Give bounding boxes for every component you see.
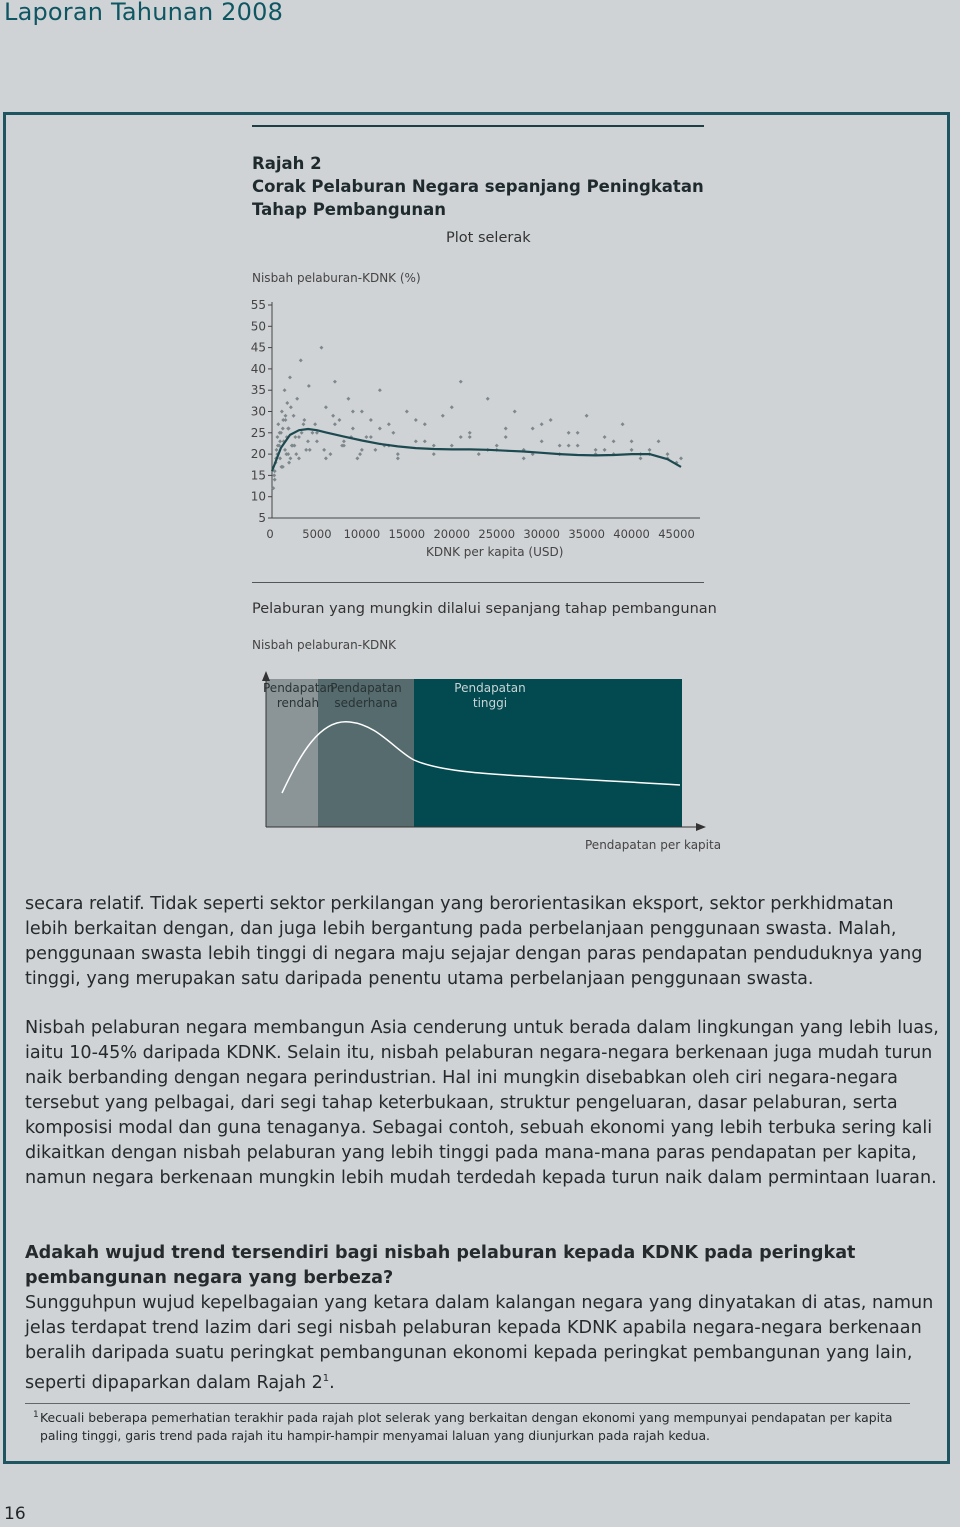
zone-label-middle-line2: sederhana	[334, 696, 398, 710]
figure-number: Rajah 2	[252, 154, 322, 173]
scatter-y-tick-label: 10	[250, 489, 266, 504]
scatter-x-tick-label: 45000	[658, 527, 695, 541]
zone-label-middle-income	[330, 681, 402, 711]
body-paragraph-3-end: .	[329, 1372, 335, 1393]
zone-label-high-line1: Pendapatan	[454, 681, 526, 695]
diagram-y-axis-label: Nisbah pelaburan-KDNK	[252, 638, 397, 652]
scatter-x-tick-label: 35000	[568, 527, 605, 541]
diagram-y-arrow	[262, 671, 270, 681]
body-section	[25, 1241, 940, 1396]
scatter-y-tick-label: 5	[258, 511, 266, 525]
scatter-x-tick-label: 40000	[613, 527, 650, 541]
scatter-y-tick-label: 30	[250, 404, 266, 419]
zone-label-high-line2: tinggi	[472, 696, 508, 710]
diagram-x-axis-label: Pendapatan per kapita	[585, 838, 722, 852]
scatter-x-tick-label: 30000	[523, 527, 560, 541]
scatter-x-tick-label: 5000	[302, 527, 332, 541]
footnote	[25, 1409, 925, 1445]
zone-label-high-income	[452, 681, 528, 711]
scatter-y-tick-label: 55	[250, 298, 266, 312]
footnote-mark: 1	[33, 1410, 39, 1420]
footnote-text: Kecuali beberapa pemerhatian terakhir pada rajah plot selerak yang berkaitan dengan ekonomi yang mempunyai pendapatan per kapita paling tinggi, garis trend pada rajah itu hampir-hampir menyamai laluan yang diunjurkan pada rajah kedua.	[40, 1410, 893, 1443]
scatter-y-tick-label: 20	[250, 447, 266, 462]
report-header-title: Laporan Tahunan 2008	[4, 0, 284, 26]
footnote-rule	[25, 1403, 910, 1404]
scatter-subtitle: Plot selerak	[446, 230, 531, 246]
zone-label-low-income	[263, 681, 333, 711]
zone-label-low-line2: rendah	[276, 696, 320, 710]
body-paragraph-1-text: secara relatif. Tidak seperti sektor perkilangan yang berorientasikan eksport, sektor perkhidmatan lebih berkaitan dengan, dan juga lebih bergantung pada perbelanjaan penggunaan swasta. Malah, penggunaan swasta lebih tinggi di negara maju sejajar dengan paras pendapatan penduduknya yang tinggi, yang merupakan satu daripada penentu utama perbelanjaan penggunaan swasta.	[25, 894, 923, 989]
scatter-x-tick-label: 20000	[433, 527, 471, 541]
scatter-y-tick-label: 35	[250, 383, 266, 398]
section-heading: Adakah wujud trend tersendiri bagi nisbah pelaburan kepada KDNK pada peringkat pembangunan negara yang berbeza?	[25, 1243, 856, 1288]
page-number: 16	[4, 1504, 26, 1524]
scatter-x-tick-label: 15000	[388, 527, 426, 541]
scatter-y-tick-label: 50	[250, 319, 266, 334]
body-paragraph-2-text: Nisbah pelaburan negara membangun Asia cenderung untuk berada dalam lingkungan yang lebih luas, iaitu 10-45% daripada KDNK. Selain itu, nisbah pelaburan negara-negara berkenaan juga mudah turun naik berbanding dengan negara perindustrian. Hal ini mungkin disebabkan oleh ciri negara-negara tersebut yang pelbagai, dari segi tahap keterbukaan, struktur pengeluaran, dasar pelaburan, serta komposisi modal dan guna tenaganya. Sebagai contoh, sebuah ekonomi yang lebih terbuka sering kali dikaitkan dengan nisbah pelaburan yang lebih tinggi pada mana-mana paras pendapatan per kapita, namun negara berkenaan mungkin lebih mudah terdedah kepada turun naik dalam permintaan luaran.	[25, 1018, 939, 1188]
diagram-x-arrow	[696, 823, 706, 831]
scatter-y-tick-label: 40	[250, 361, 266, 376]
diagram-title: Pelaburan yang mungkin dilalui sepanjang tahap pembangunan	[252, 601, 717, 617]
scatter-x-tick-label: 10000	[343, 527, 381, 541]
footnote-reference: 1	[322, 1373, 330, 1384]
scatter-y-tick-label: 25	[250, 425, 266, 440]
figure-title: Corak Pelaburan Negara sepanjang Peningkatan Tahap Pembangunan	[252, 177, 704, 219]
body-paragraph-3	[25, 1291, 940, 1396]
scatter-x-tick-label: 25000	[478, 527, 516, 541]
scatter-y-axis-label: Nisbah pelaburan-KDNK (%)	[252, 271, 421, 285]
body-paragraph-3-text: Sungguhpun wujud kepelbagaian yang ketara dalam kalangan negara yang dinyatakan di atas, namun jelas terdapat trend lazim dari segi nisbah pelaburan kepada KDNK apabila negara-negara berkenaan beralih daripada suatu peringkat pembangunan ekonomi kepada peringkat pembangunan yang lain, seperti dipaparkan dalam Rajah 2	[25, 1293, 934, 1393]
zone-label-low-line1: Pendapatan	[263, 681, 335, 695]
zone-label-middle-line1: Pendapatan	[330, 681, 402, 695]
scatter-y-tick-label: 45	[250, 340, 266, 355]
scatter-x-tick-label: 0	[266, 527, 274, 541]
scatter-y-tick-label: 15	[250, 468, 266, 483]
body-paragraph-1	[25, 892, 940, 992]
body-paragraph-2	[25, 1016, 940, 1191]
scatter-x-axis-label: KDNK per kapita (USD)	[426, 545, 564, 559]
